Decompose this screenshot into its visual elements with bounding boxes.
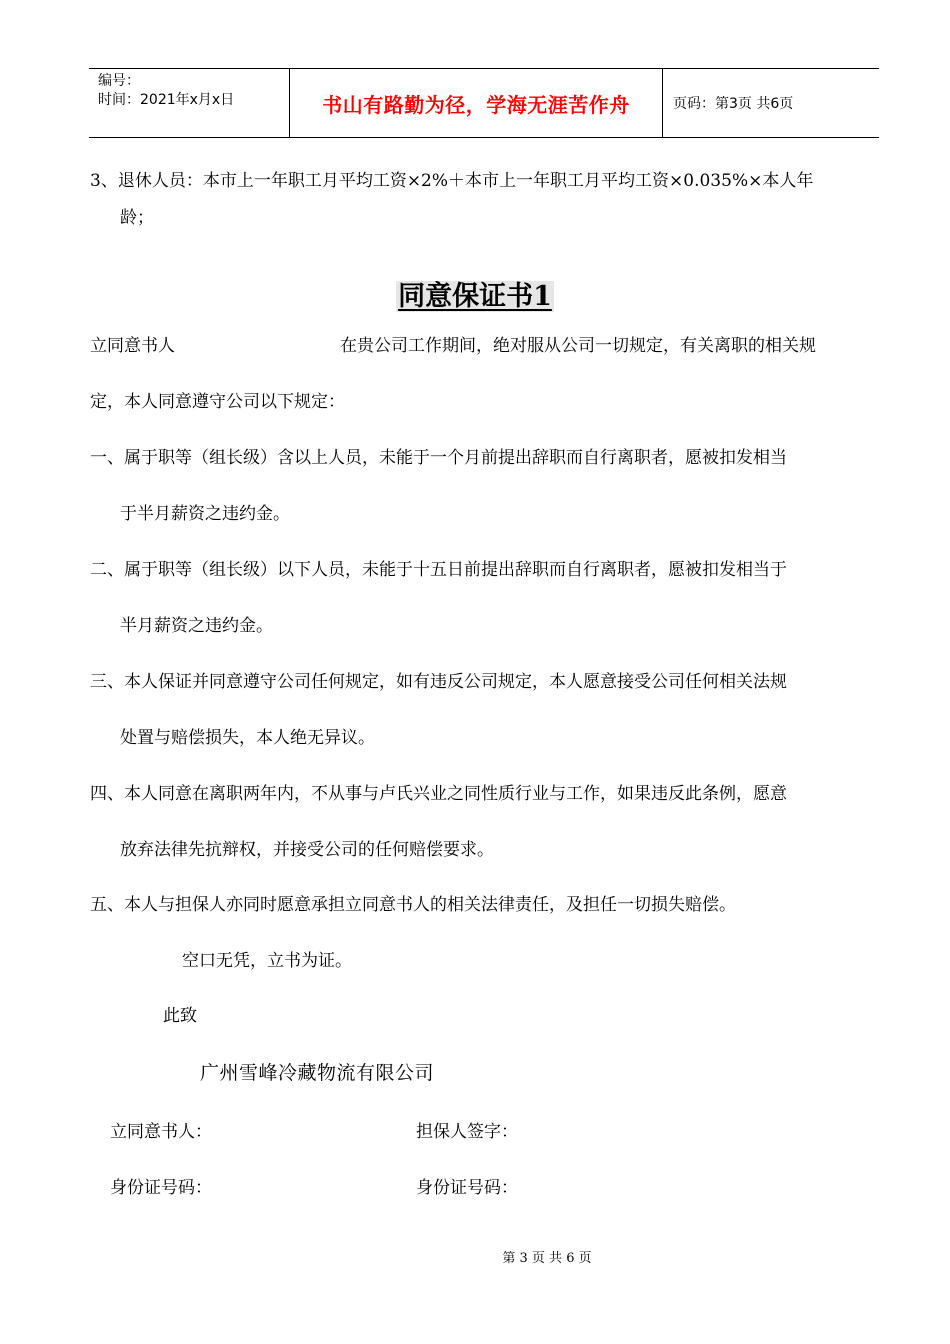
header-meta xyxy=(89,69,290,137)
clause-1-line1: 一、属于职等（组长级）含以上人员，未能于一个月前提出辞职而自行离职者，愿被扣发相当 xyxy=(90,448,787,468)
signer-id-label: 身份证号码： xyxy=(110,1178,212,1198)
intro-line2: 定，本人同意遵守公司以下规定： xyxy=(90,392,345,412)
document-title-text: 同意保证书1 xyxy=(398,281,552,312)
guarantor-label: 担保人签字： xyxy=(416,1122,518,1142)
company-name: 广州雪峰冷藏物流有限公司 xyxy=(200,1062,435,1084)
clause-2-line2: 半月薪资之违约金。 xyxy=(120,616,273,636)
signer-label: 立同意书人： xyxy=(110,1122,212,1142)
clause-3-line2: 处置与赔偿损失，本人绝无异议。 xyxy=(120,728,375,748)
clause-5-line1: 五、本人与担保人亦同时愿意承担立同意书人的相关法律责任，及担任一切损失赔偿。 xyxy=(90,895,736,915)
document-title xyxy=(0,274,950,313)
clause-3-line1: 三、本人保证并同意遵守公司任何规定，如有违反公司规定，本人愿意接受公司任何相关法规 xyxy=(90,672,787,692)
clause-4-line1: 四、本人同意在离职两年内，不从事与卢氏兴业之同性质行业与工作，如果违反此条例，愿意 xyxy=(90,784,787,804)
item3-line2: 龄； xyxy=(120,208,154,228)
header-slogan: 书山有路勤为径，学海无涯苦作舟 xyxy=(290,69,663,137)
intro-line1-end: 在贵公司工作期间，绝对服从公司一切规定，有关离职的相关规 xyxy=(340,336,816,356)
page-header xyxy=(89,68,879,138)
closing-statement: 空口无凭，立书为证。 xyxy=(182,951,352,971)
intro-line1-start: 立同意书人 xyxy=(90,336,175,356)
header-page-info: 页码：第3页 共6页 xyxy=(673,96,794,112)
item3-line1: 3、退休人员：本市上一年职工月平均工资×2%＋本市上一年职工月平均工资×0.035%×本人年 xyxy=(90,171,814,191)
page-footer: 第 3 页 共 6 页 xyxy=(502,1251,592,1266)
clause-4-line2: 放弃法律先抗辩权，并接受公司的任何赔偿要求。 xyxy=(120,840,494,860)
document-number-label: 编号： xyxy=(98,73,140,89)
clause-2-line1: 二、属于职等（组长级）以下人员，未能于十五日前提出辞职而自行离职者，愿被扣发相当于 xyxy=(90,560,787,580)
closing-greeting: 此致 xyxy=(163,1006,197,1026)
document-time: 时间：2021年x月x日 xyxy=(98,92,235,108)
clause-1-line2: 于半月薪资之违约金。 xyxy=(120,504,290,524)
guarantor-id-label: 身份证号码： xyxy=(416,1178,518,1198)
